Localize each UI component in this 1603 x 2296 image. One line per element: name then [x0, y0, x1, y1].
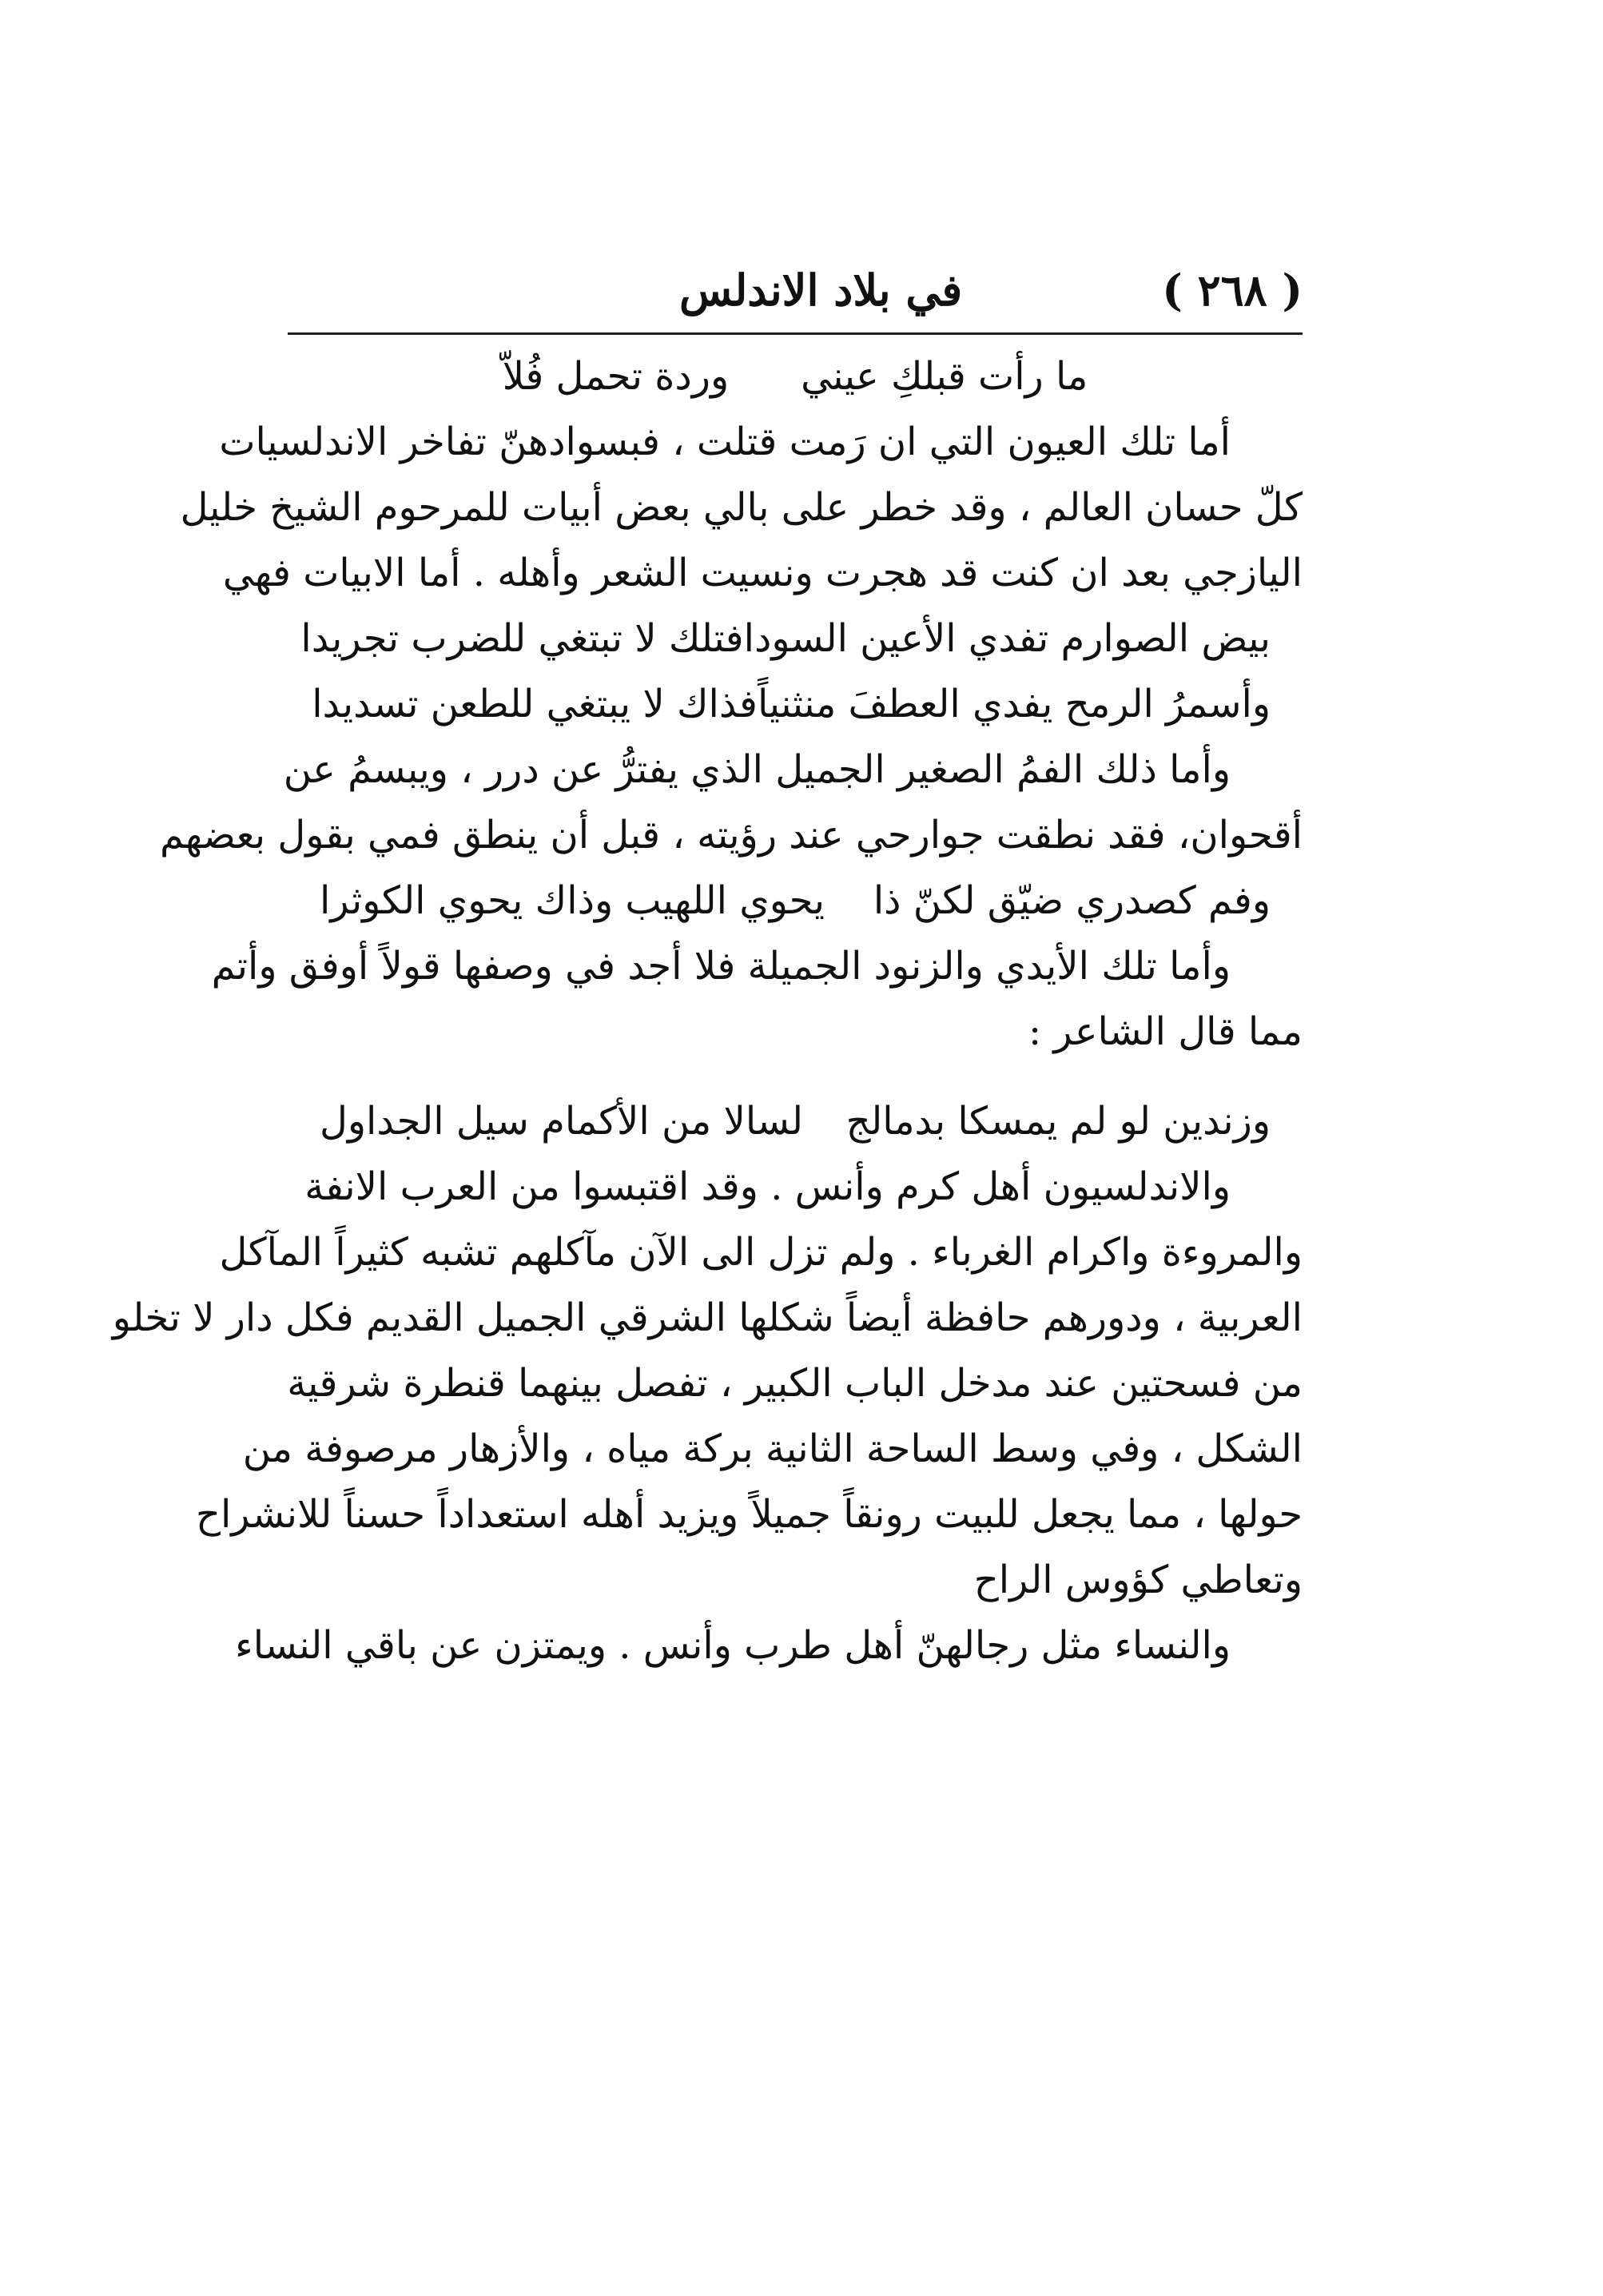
page-number: ( ٢٦٨ ): [1162, 265, 1303, 316]
paragraph-line: مما قال الشاعر :: [1028, 1009, 1303, 1054]
verse-hemistich-first: وأسمرُ الرمح يفدي العطفَ منثنياً: [758, 682, 1271, 726]
paragraph-line: حولها ، مما يجعل للبيت رونقاً جميلاً ويزيد أهله استعداداً حسناً للانشراح: [195, 1492, 1303, 1537]
paragraph-line: العربية ، ودورهم حافظة أيضاً شكلها الشرقي الجميل القديم فكل دار لا تخلو: [112, 1295, 1303, 1340]
paragraph-line: كلّ حسان العالم ، وقد خطر على بالي بعض أبيات للمرحوم الشيخ خليل: [180, 485, 1303, 530]
running-title: في بلاد الاندلس: [679, 265, 963, 316]
paragraph-line: وأما تلك الأيدي والزنود الجميلة فلا أجد في وصفها قولاً أوفق وأتم: [211, 944, 1231, 989]
paragraph-line: وأما ذلك الفمُ الصغير الجميل الذي يفترُّ عن درر ، ويبسمُ عن: [283, 747, 1231, 792]
paragraph-line: الشكل ، وفي وسط الساحة الثانية بركة مياه ، والأزهار مرصوفة من: [242, 1427, 1303, 1471]
verse-hemistich-second: لسالا من الأكمام سيل الجداول: [320, 1099, 803, 1144]
verse-hemistich-first: وزندين لو لم يمسكا بدمالج: [845, 1099, 1271, 1144]
verse-hemistich-second: وردة تحمل فُلاّ: [502, 354, 730, 399]
verse-line: [288, 671, 1303, 737]
page-header: [288, 254, 1303, 326]
paragraph-line: اليازجي بعد ان كنت قد هجرت ونسيت الشعر وأهله . أما الابيات فهي: [222, 551, 1303, 595]
verse-hemistich-second: يحوي اللهيب وذاك يحوي الكوثرا: [320, 878, 825, 923]
verse-hemistich-second: فتلك لا تبتغي للضرب تجريدا: [300, 616, 744, 661]
verse-hemistich-first: بيض الصوارم تفدي الأعين السودا: [743, 616, 1271, 661]
paragraph-line: من فسحتين عند مدخل الباب الكبير ، تفصل بينهما قنطرة شرقية: [287, 1361, 1303, 1406]
verse-line: [288, 606, 1303, 671]
paragraph-line: والمروءة واكرام الغرباء . ولم تزل الى الآن مآكلهم تشبه كثيراً المآكل: [219, 1230, 1303, 1275]
paragraph-line: والاندلسيون أهل كرم وأنس . وقد اقتبسوا من العرب الانفة: [304, 1164, 1231, 1209]
header-rule: [288, 332, 1303, 335]
paragraph-line: والنساء مثل رجالهنّ أهل طرب وأنس . ويمتزن عن باقي النساء: [235, 1623, 1231, 1668]
verse-line: [288, 868, 1303, 933]
verse-line: [288, 1088, 1303, 1154]
body-text: [112, 344, 1303, 1678]
verse-hemistich-first: ما رأت قبلكِ عيني: [801, 354, 1088, 399]
verse-line: [288, 344, 1303, 409]
paragraph-line: وتعاطي كؤوس الراح: [973, 1558, 1303, 1602]
paragraph-line: أقحوان، فقد نطقت جوارحي عند رؤيته ، قبل أن ينطق فمي بقول بعضهم: [159, 813, 1303, 858]
spacer: [288, 1064, 1303, 1088]
verse-hemistich-second: فذاك لا يبتغي للطعن تسديدا: [312, 682, 758, 726]
paragraph-line: أما تلك العيون التي ان رَمت قتلت ، فبسوادهنّ تفاخر الاندلسيات: [219, 420, 1231, 464]
verse-hemistich-first: وفم كصدري ضيّق لكنّ ذا: [873, 878, 1271, 923]
